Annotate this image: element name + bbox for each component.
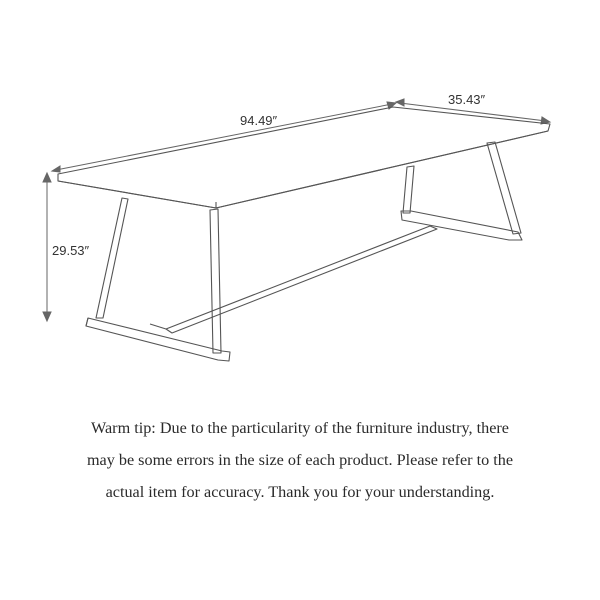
- note-line-1: Warm tip: Due to the particularity of the furniture industry, there: [91, 419, 509, 437]
- length-label: 94.49″: [240, 113, 278, 128]
- tabletop: [58, 107, 550, 208]
- height-label: 29.53″: [52, 243, 90, 258]
- length-dimension-line: [52, 102, 396, 172]
- front-foot-bar: [86, 318, 230, 361]
- width-label: 35.43″: [448, 92, 486, 107]
- note-line-3: actual item for accuracy. Thank you for your understanding.: [105, 483, 495, 501]
- tabletop-thickness-edge: [58, 131, 548, 208]
- warm-tip-note: [20, 412, 580, 508]
- note-line-2: may be some errors in the size of each product. Please refer to the: [86, 451, 514, 469]
- height-dimension-line: [43, 173, 51, 321]
- front-center-leg: [210, 209, 221, 353]
- front-left-leg: [96, 198, 128, 318]
- back-right-leg: [487, 142, 521, 234]
- back-left-leg: [403, 166, 414, 213]
- long-stretcher: [166, 226, 437, 333]
- table-drawing: [58, 107, 550, 361]
